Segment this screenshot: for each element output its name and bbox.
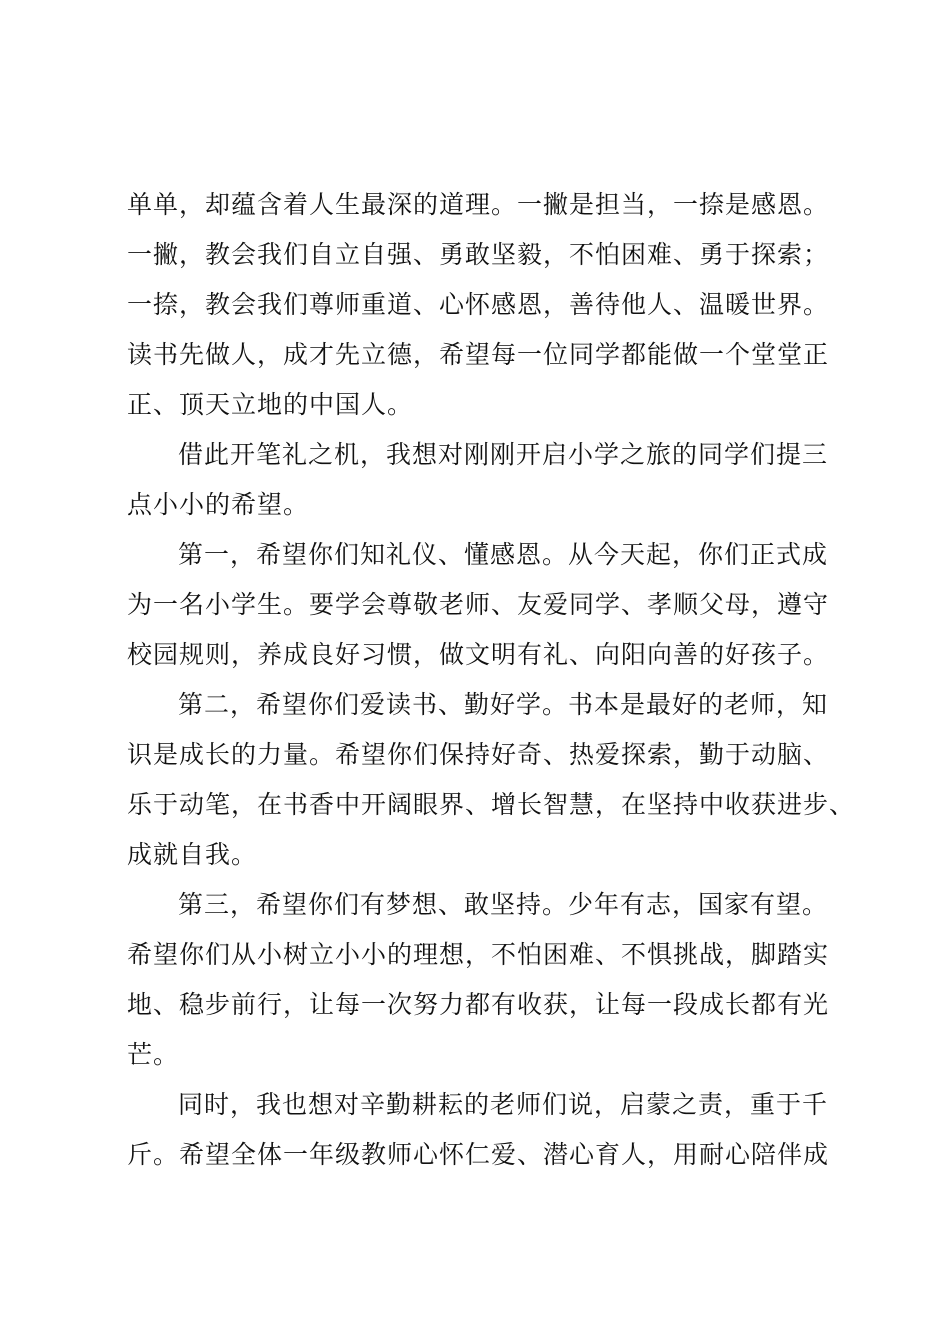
text-line: 读书先做人，成才先立德，希望每一位同学都能做一个堂堂正: [127, 340, 830, 369]
document-body: [127, 180, 856, 1180]
paragraph-start-line: 第一，希望你们知礼仪、懂感恩。从今天起，你们正式成: [178, 540, 829, 569]
text-line: 校园规则，养成良好习惯，做文明有礼、向阳向善的好孩子。: [127, 640, 830, 669]
text-line: 点小小的希望。: [127, 490, 310, 519]
text-line: 单单，却蕴含着人生最深的道理。一撇是担当，一捺是感恩。: [127, 190, 830, 219]
paragraph-start-line: 第二，希望你们爱读书、勤好学。书本是最好的老师，知: [178, 690, 829, 719]
text-line: 乐于动笔，在书香中开阔眼界、增长智慧，在坚持中收获进步、: [127, 790, 856, 819]
text-line: 地、稳步前行，让每一次努力都有收获，让每一段成长都有光: [127, 990, 830, 1019]
text-line: 一捺，教会我们尊师重道、心怀感恩，善待他人、温暖世界。: [127, 290, 830, 319]
text-line: 成就自我。: [127, 840, 258, 869]
text-line: 希望你们从小树立小小的理想，不怕困难、不惧挑战，脚踏实: [127, 940, 830, 969]
paragraph-start-line: 借此开笔礼之机，我想对刚刚开启小学之旅的同学们提三: [178, 440, 829, 469]
paragraph-start-line: 第三，希望你们有梦想、敢坚持。少年有志，国家有望。: [178, 890, 829, 919]
text-line: 芒。: [127, 1040, 180, 1069]
text-line: 为一名小学生。要学会尊敬老师、友爱同学、孝顺父母，遵守: [127, 590, 830, 619]
text-line: 一撇，教会我们自立自强、勇敢坚毅，不怕困难、勇于探索；: [127, 240, 830, 269]
text-line: 识是成长的力量。希望你们保持好奇、热爱探索，勤于动脑、: [127, 740, 830, 769]
text-line: 正、顶天立地的中国人。: [127, 390, 414, 419]
text-line: 斤。希望全体一年级教师心怀仁爱、潜心育人，用耐心陪伴成: [127, 1140, 830, 1169]
paragraph-start-line: 同时，我也想对辛勤耕耘的老师们说，启蒙之责，重于千: [178, 1090, 829, 1119]
